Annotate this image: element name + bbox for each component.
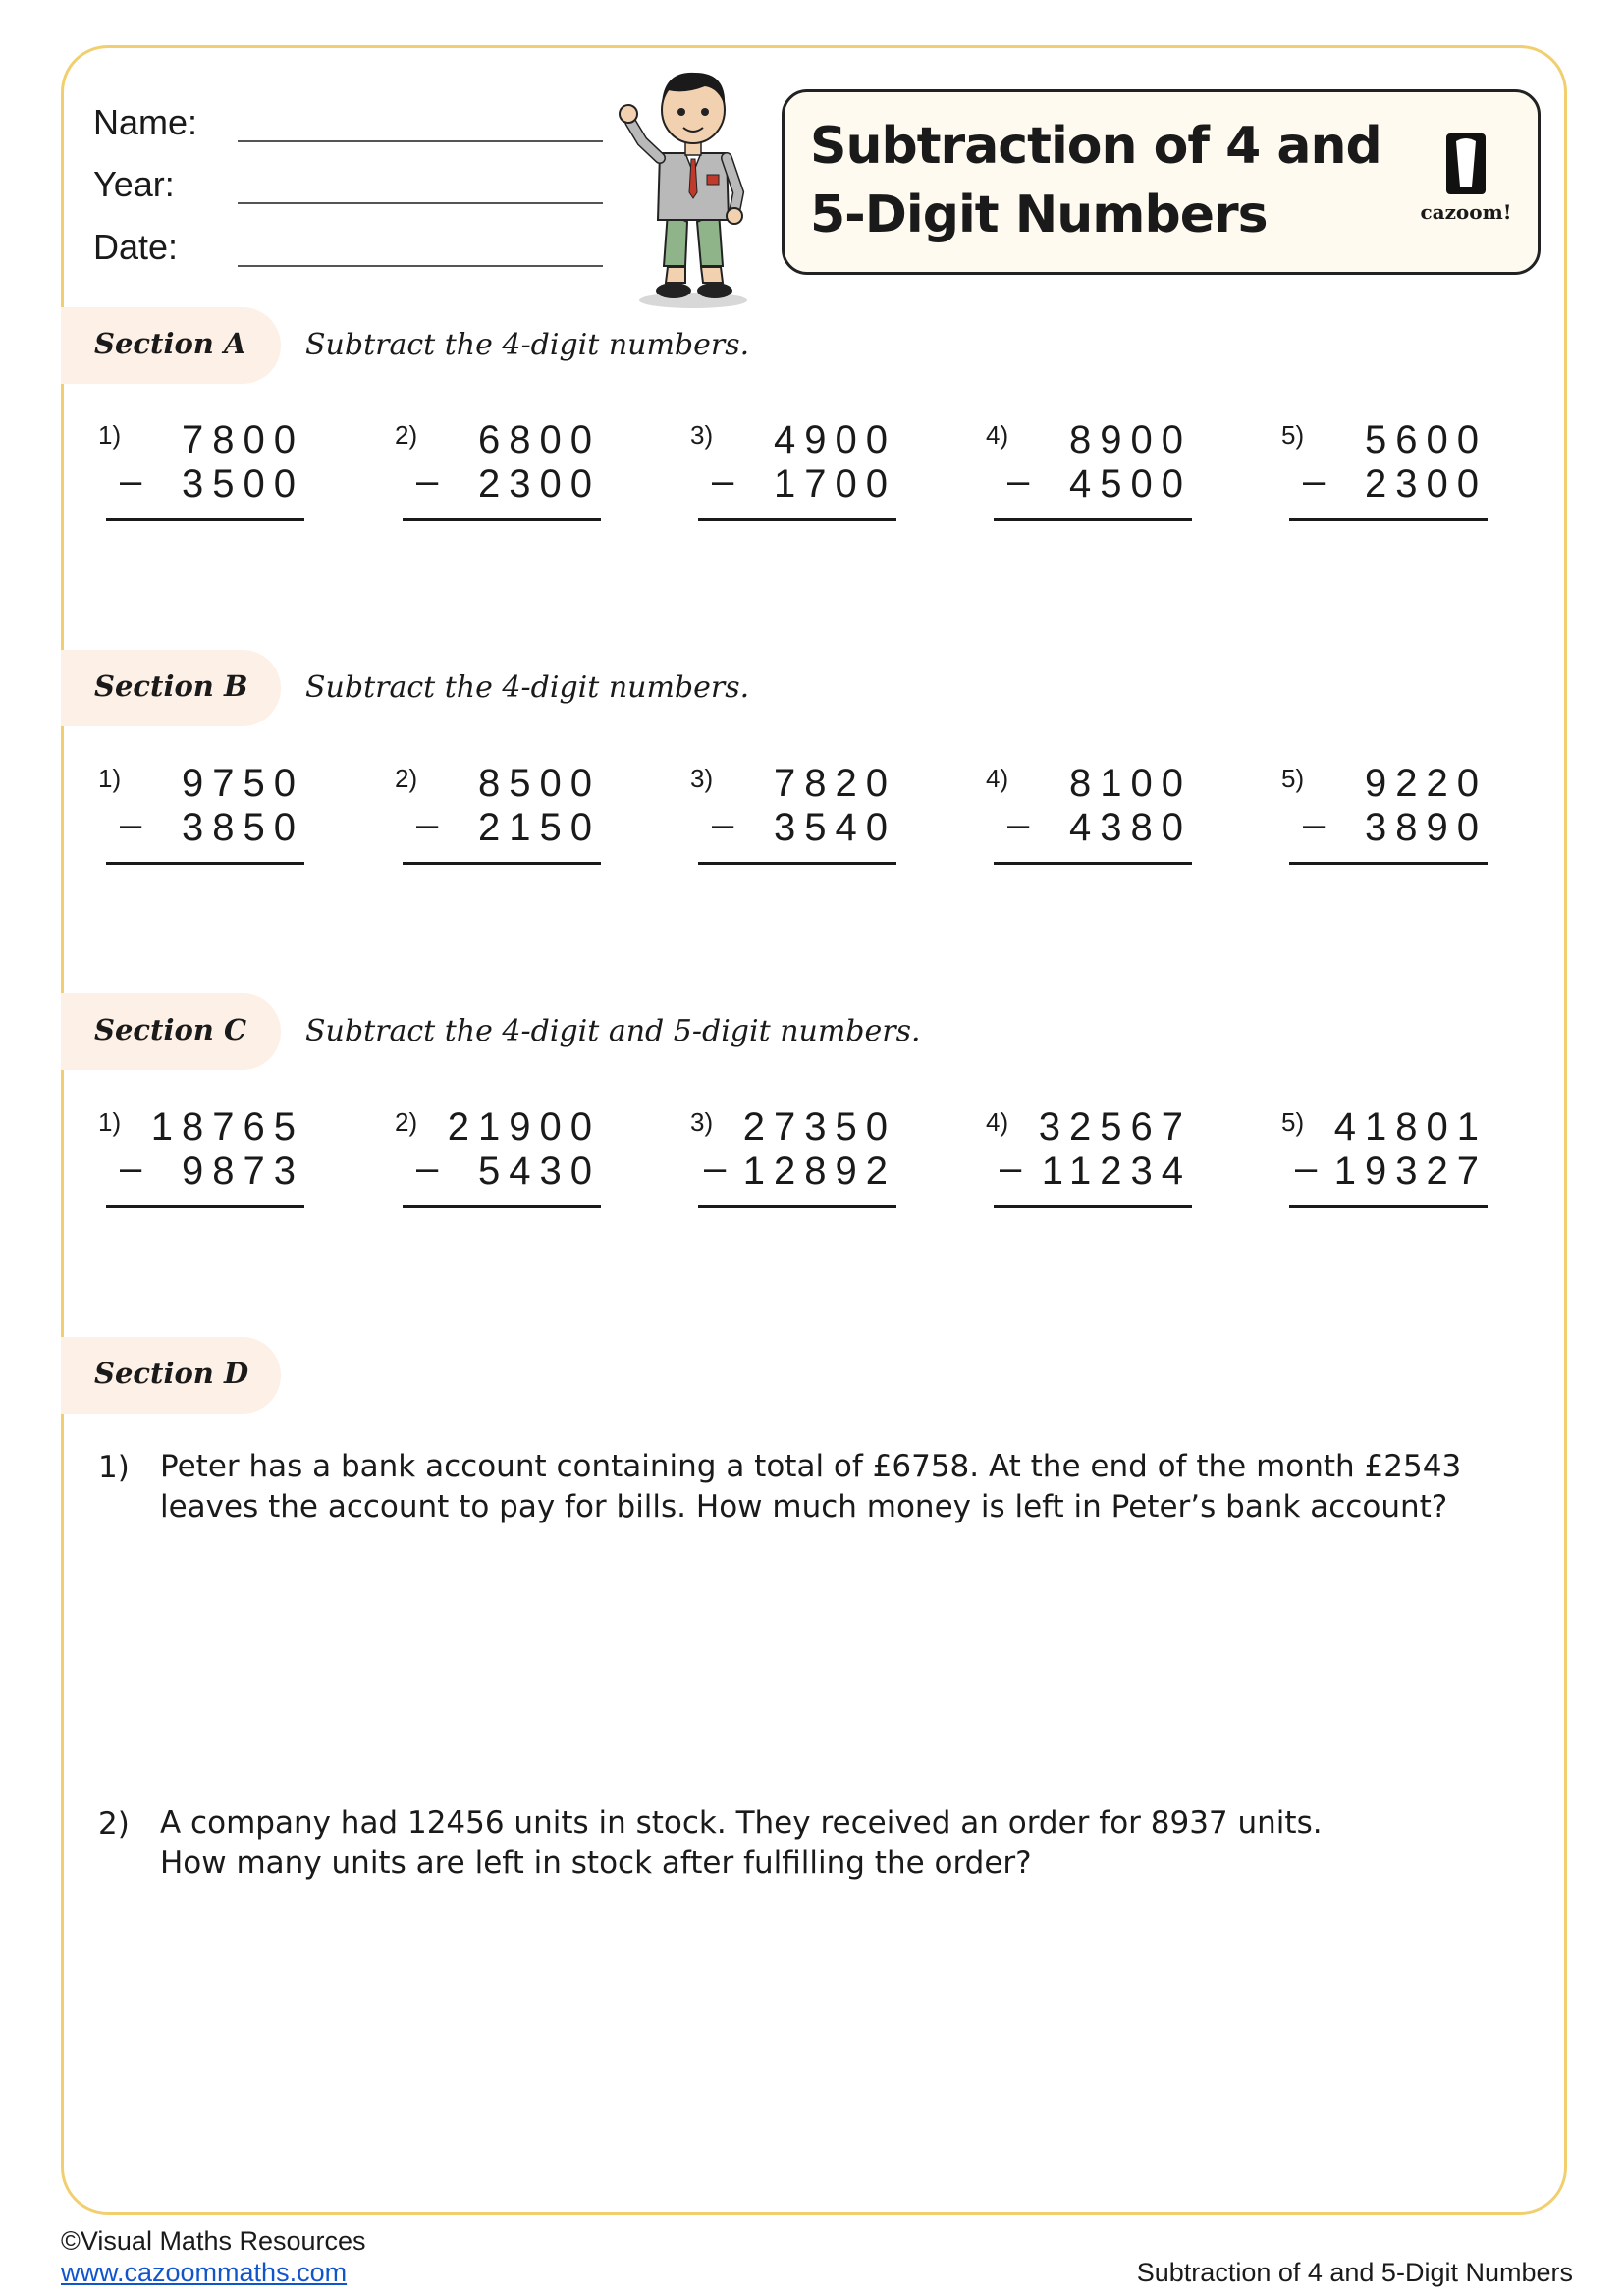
- problem-number: 4): [986, 764, 1009, 793]
- problem-a4: [986, 418, 1192, 526]
- minus-sign: –: [1295, 1147, 1318, 1190]
- section-a-tab: [61, 307, 281, 384]
- answer-line[interactable]: [106, 518, 304, 521]
- word-problem-1-line-1: Peter has a bank account containing a total of £6758. At the end of the month £2543: [160, 1449, 1462, 1484]
- problem-number: 1): [98, 1107, 122, 1137]
- problem-number: 4): [986, 1107, 1009, 1137]
- subtrahend: 3540: [774, 806, 896, 849]
- subtrahend: 9873: [182, 1149, 304, 1193]
- word-problem-2-line-1: A company had 12456 units in stock. They received an order for 8937 units.: [160, 1805, 1323, 1841]
- answer-line[interactable]: [403, 862, 601, 865]
- problem-c4: [986, 1105, 1192, 1213]
- minus-sign: –: [704, 1147, 727, 1190]
- problem-number: 3): [690, 420, 714, 450]
- answer-line[interactable]: [698, 862, 896, 865]
- minus-sign: –: [416, 803, 439, 846]
- minuend: 41801: [1333, 1105, 1488, 1148]
- section-b-tab: [61, 650, 281, 726]
- minuend: 9220: [1365, 762, 1488, 805]
- minuend: 9750: [182, 762, 304, 805]
- problem-b1: [98, 762, 304, 870]
- problem-number: 1): [98, 420, 122, 450]
- answer-line[interactable]: [1289, 1205, 1488, 1208]
- answer-line[interactable]: [106, 1205, 304, 1208]
- footer-website-link[interactable]: www.cazoommaths.com: [61, 2258, 348, 2287]
- minus-sign: –: [416, 459, 439, 503]
- answer-line[interactable]: [403, 518, 601, 521]
- title-line-1: Subtraction of 4 and: [810, 117, 1381, 176]
- answer-line[interactable]: [994, 862, 1192, 865]
- subtrahend: 3850: [182, 806, 304, 849]
- word-problem-1-line-2: leaves the account to pay for bills. How much money is left in Peter’s bank account?: [160, 1489, 1448, 1524]
- minuend: 8100: [1069, 762, 1192, 805]
- problem-b5: [1281, 762, 1488, 870]
- cazoom-logo-icon: [1444, 132, 1488, 196]
- name-line[interactable]: [238, 140, 603, 142]
- subtrahend: 4380: [1069, 806, 1192, 849]
- minuend: 8900: [1069, 418, 1192, 461]
- problem-number: 2): [395, 1107, 418, 1137]
- year-line[interactable]: [238, 202, 603, 204]
- section-c-label: Section C: [94, 1013, 247, 1046]
- title-box: [782, 89, 1541, 275]
- minus-sign: –: [1303, 803, 1326, 846]
- minus-sign: –: [712, 459, 734, 503]
- problem-a2: [395, 418, 601, 526]
- answer-line[interactable]: [698, 518, 896, 521]
- problem-number: 4): [986, 420, 1009, 450]
- minuend: 5600: [1365, 418, 1488, 461]
- minus-sign: –: [120, 1147, 142, 1190]
- answer-line[interactable]: [106, 862, 304, 865]
- answer-line[interactable]: [994, 518, 1192, 521]
- minus-sign: –: [120, 803, 142, 846]
- date-label: Date:: [93, 227, 179, 267]
- problem-b4: [986, 762, 1192, 870]
- problem-a5: [1281, 418, 1488, 526]
- problem-number: 5): [1281, 764, 1305, 793]
- word-problem-1-number: 1): [98, 1450, 130, 1485]
- minuend: 32567: [1038, 1105, 1192, 1148]
- page-title: [810, 112, 1399, 249]
- problem-number: 2): [395, 764, 418, 793]
- answer-line[interactable]: [1289, 862, 1488, 865]
- subtrahend: 2300: [478, 462, 601, 506]
- problem-b2: [395, 762, 601, 870]
- problem-a1: [98, 418, 304, 526]
- minus-sign: –: [712, 803, 734, 846]
- minuend: 7800: [182, 418, 304, 461]
- section-a-instruction: Subtract the 4-digit numbers.: [305, 328, 750, 362]
- word-problem-2-number: 2): [98, 1806, 130, 1842]
- problem-c3: [690, 1105, 896, 1213]
- subtrahend: 12892: [742, 1149, 896, 1193]
- footer-copyright: ©Visual Maths Resources: [61, 2226, 366, 2256]
- minus-sign: –: [1007, 459, 1030, 503]
- section-b-label: Section B: [94, 669, 248, 703]
- problem-number: 5): [1281, 1107, 1305, 1137]
- minuend: 6800: [478, 418, 601, 461]
- date-line[interactable]: [238, 265, 603, 267]
- minuend: 8500: [478, 762, 601, 805]
- cazoom-logo: [1412, 132, 1520, 224]
- problem-c5: [1281, 1105, 1488, 1213]
- subtrahend: 11234: [1041, 1149, 1192, 1193]
- minuend: 21900: [447, 1105, 601, 1148]
- title-line-2: 5-Digit Numbers: [810, 186, 1268, 244]
- minuend: 18765: [150, 1105, 304, 1148]
- minus-sign: –: [416, 1147, 439, 1190]
- name-label: Name:: [93, 102, 198, 142]
- section-a-label: Section A: [94, 327, 246, 360]
- boy-mascot-illustration: [617, 65, 764, 310]
- section-b-instruction: Subtract the 4-digit numbers.: [305, 670, 750, 705]
- problem-number: 5): [1281, 420, 1305, 450]
- minus-sign: –: [1303, 459, 1326, 503]
- minuend: 4900: [774, 418, 896, 461]
- year-label: Year:: [93, 164, 175, 204]
- minus-sign: –: [1007, 803, 1030, 846]
- subtrahend: 5430: [478, 1149, 601, 1193]
- section-c-tab: [61, 993, 281, 1070]
- word-problem-2-line-2: How many units are left in stock after fulfilling the order?: [160, 1845, 1032, 1881]
- problem-c1: [98, 1105, 304, 1213]
- footer-worksheet-title: Subtraction of 4 and 5-Digit Numbers: [1136, 2258, 1573, 2287]
- minuend: 7820: [774, 762, 896, 805]
- problem-number: 2): [395, 420, 418, 450]
- word-problem-2: [160, 1803, 1515, 1884]
- subtrahend: 2300: [1365, 462, 1488, 506]
- problem-b3: [690, 762, 896, 870]
- answer-line[interactable]: [994, 1205, 1192, 1208]
- section-d-tab: [61, 1337, 281, 1414]
- problem-a3: [690, 418, 896, 526]
- minus-sign: –: [120, 459, 142, 503]
- subtrahend: 1700: [774, 462, 896, 506]
- minus-sign: –: [1000, 1147, 1022, 1190]
- subtrahend: 19327: [1333, 1149, 1488, 1193]
- answer-line[interactable]: [1289, 518, 1488, 521]
- subtrahend: 3890: [1365, 806, 1488, 849]
- minuend: 27350: [742, 1105, 896, 1148]
- problem-number: 3): [690, 1107, 714, 1137]
- subtrahend: 3500: [182, 462, 304, 506]
- section-d-label: Section D: [94, 1357, 249, 1390]
- section-c-instruction: Subtract the 4-digit and 5-digit numbers.: [305, 1014, 921, 1048]
- problem-c2: [395, 1105, 601, 1213]
- answer-line[interactable]: [698, 1205, 896, 1208]
- problem-number: 3): [690, 764, 714, 793]
- logo-text: cazoom!: [1420, 200, 1512, 224]
- answer-line[interactable]: [403, 1205, 601, 1208]
- word-problem-1: [160, 1447, 1515, 1527]
- subtrahend: 4500: [1069, 462, 1192, 506]
- problem-number: 1): [98, 764, 122, 793]
- subtrahend: 2150: [478, 806, 601, 849]
